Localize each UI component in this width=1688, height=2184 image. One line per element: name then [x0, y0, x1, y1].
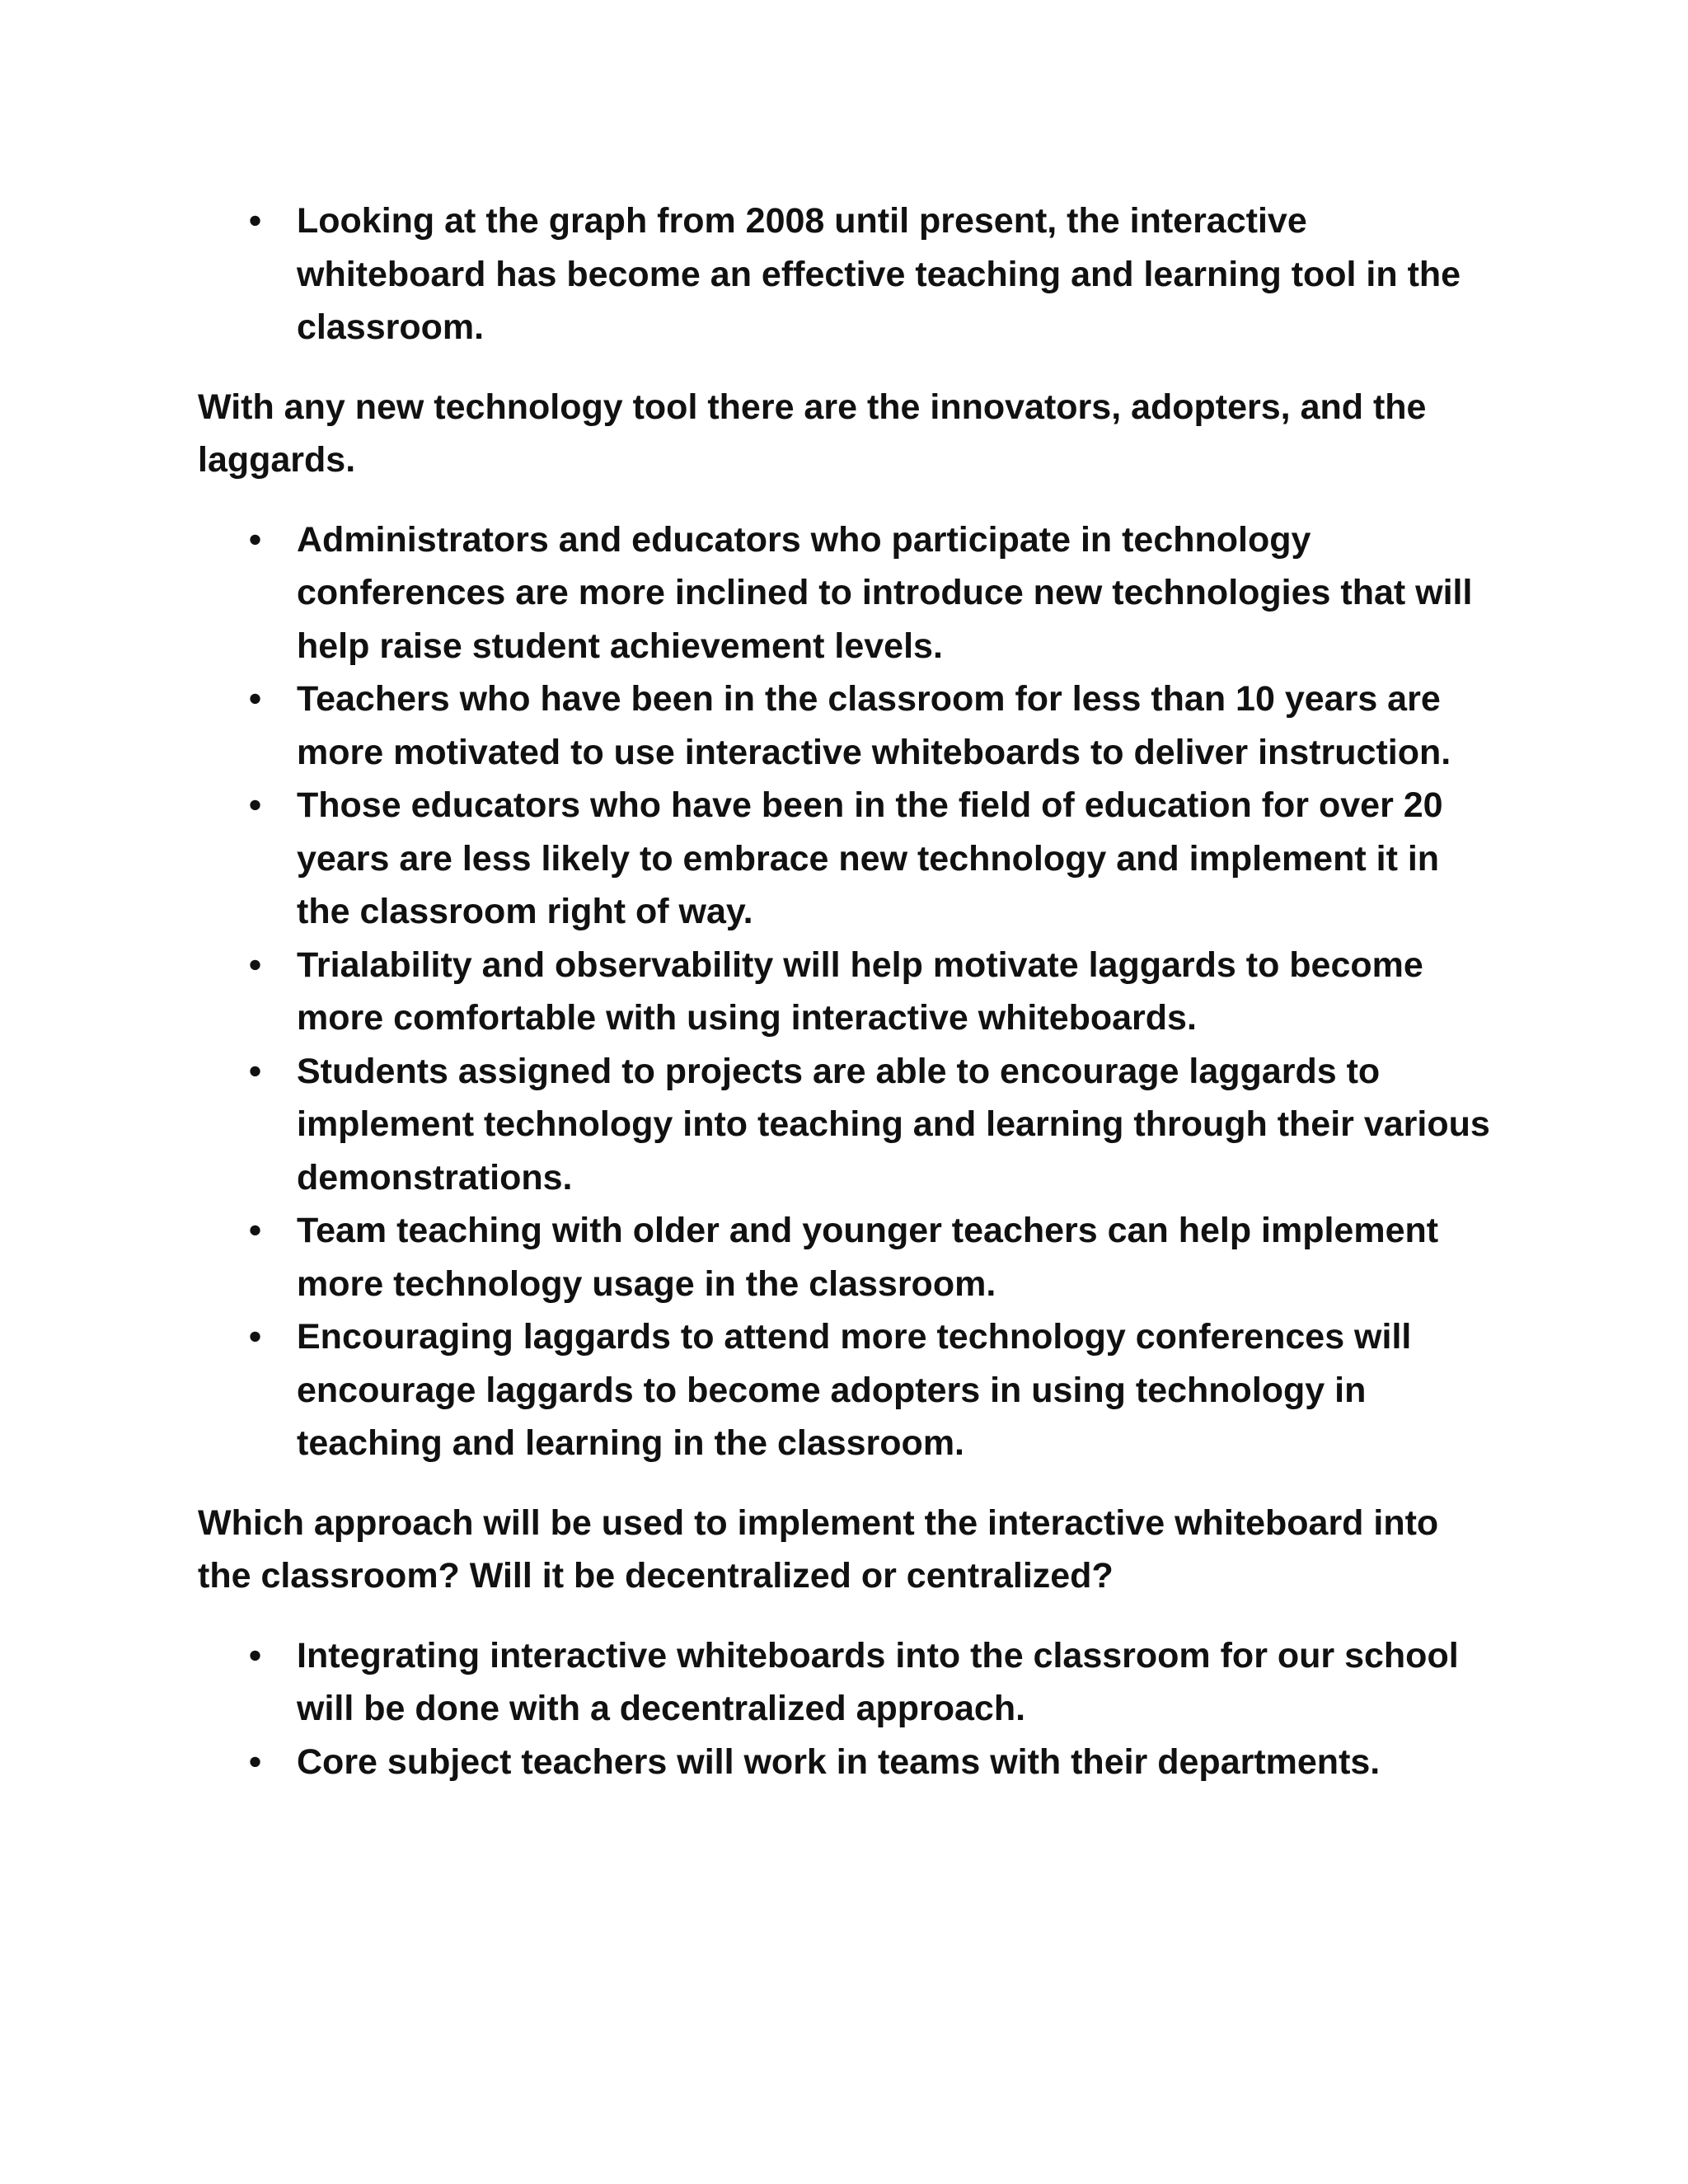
list-item-text: Looking at the graph from 2008 until present, the interactive whiteboard has become an effective teaching and learning tool in the classroom. — [297, 201, 1461, 347]
bullet-icon: • — [249, 1741, 262, 1782]
bullet-icon: • — [249, 785, 262, 825]
list-item — [198, 1045, 1500, 1205]
list-item-text: Trialability and observability will help motivate laggards to become more comfortable with using interactive whiteboards. — [297, 944, 1423, 1038]
bullet-icon: • — [249, 1317, 262, 1357]
bullet-icon: • — [249, 1635, 262, 1675]
bullet-list — [198, 1629, 1500, 1789]
list-item — [198, 1629, 1500, 1736]
document-body — [198, 194, 1500, 1788]
list-item — [198, 673, 1500, 779]
bullet-list — [198, 513, 1500, 1470]
list-item — [198, 939, 1500, 1045]
list-item-text: Those educators who have been in the field of education for over 20 years are less likely to embrace new technology and implement it in the classroom right of way. — [297, 785, 1443, 931]
bullet-icon: • — [249, 944, 262, 985]
list-item — [198, 779, 1500, 939]
list-item-text: Teachers who have been in the classroom for less than 10 years are more motivated to use interactive whiteboards to deliver instruction. — [297, 679, 1451, 772]
bullet-icon: • — [249, 1211, 262, 1250]
list-item — [198, 1736, 1500, 1789]
paragraph: With any new technology tool there are the innovators, adopters, and the laggards. — [198, 387, 1427, 480]
list-item-text: Encouraging laggards to attend more technology conferences will encourage laggards to become adopters in using technology in teaching and learning in the classroom. — [297, 1317, 1412, 1463]
paragraph: Which approach will be used to implement the interactive whiteboard into the classroom? Will it be decentralized or centralized? — [198, 1502, 1439, 1596]
bullet-icon: • — [249, 519, 262, 560]
bullet-icon: • — [249, 201, 262, 241]
list-item-text: Administrators and educators who participate in technology conferences are more inclined to introduce new technologies that will help raise student achievement levels. — [297, 519, 1473, 666]
list-item-text: Core subject teachers will work in teams with their departments. — [297, 1741, 1381, 1782]
list-item — [198, 513, 1500, 673]
list-item — [198, 1204, 1500, 1310]
list-item-text: Students assigned to projects are able to encourage laggards to implement technology into teaching and learning through their various demonstrations. — [297, 1051, 1490, 1197]
list-item-text: Team teaching with older and younger teachers can help implement more technology usage in the classroom. — [297, 1211, 1439, 1304]
bullet-list — [198, 194, 1500, 354]
bullet-icon: • — [249, 679, 262, 719]
list-item-text: Integrating interactive whiteboards into the classroom for our school will be done with a decentralized approach. — [297, 1635, 1459, 1728]
bullet-icon: • — [249, 1051, 262, 1091]
list-item — [198, 194, 1500, 354]
list-item — [198, 1310, 1500, 1470]
